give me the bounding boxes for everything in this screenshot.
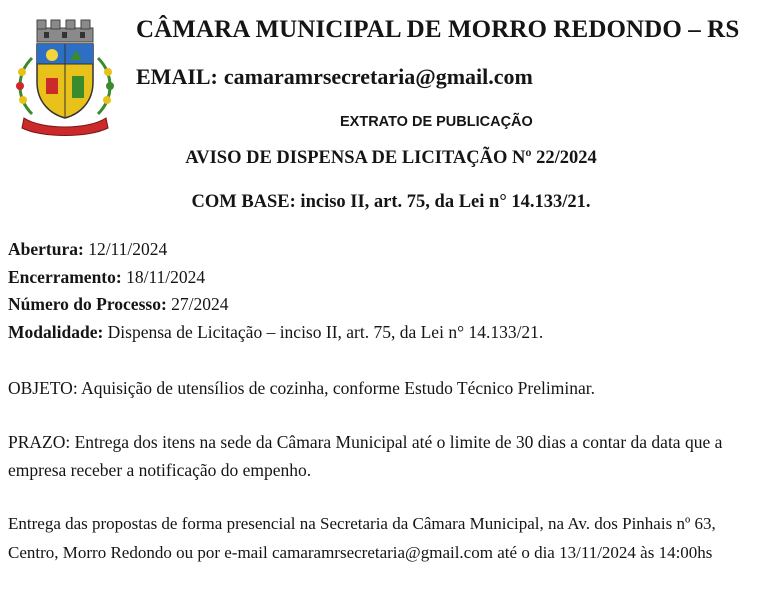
proposals-text-2: até o dia 13/11/2024 às 14:00hs — [497, 543, 713, 562]
deadline-paragraph: PRAZO: Entrega dos itens na sede da Câmara Municipal até o limite de 30 dias a contar da data que a empresa receber a notificação do empenho. — [8, 432, 723, 480]
field-label: Modalidade: — [8, 321, 104, 342]
field-value: 18/11/2024 — [126, 266, 206, 287]
chamber-email — [136, 64, 533, 90]
proposals-email[interactable]: camaramrsecretaria@gmail.com — [272, 543, 493, 562]
field-label: Encerramento: — [8, 266, 122, 287]
ribbon-icon — [22, 118, 108, 136]
extract-title: EXTRATO DE PUBLICAÇÃO — [340, 114, 533, 130]
municipal-crest-logo — [10, 18, 120, 136]
notice-fields — [8, 236, 543, 346]
email-address[interactable]: camaramrsecretaria@gmail.com — [223, 64, 533, 89]
field-value: 12/11/2024 — [88, 239, 168, 259]
notice-title: AVISO DE DISPENSA DE LICITAÇÃO Nº 22/2024 — [185, 148, 597, 168]
crown-icon — [37, 20, 93, 42]
chamber-title: CÂMARA MUNICIPAL DE MORRO REDONDO – RS — [136, 16, 740, 43]
proposals-text-1: Entrega das propostas de forma presencial na Secretaria da Câmara Municipal, na Av. dos Pinhais nº 63, Centro, Morro Redondo ou por e-mail — [8, 514, 716, 562]
email-label: EMAIL: — [136, 64, 218, 89]
legal-basis: COM BASE: inciso II, art. 75, da Lei n° 14.133/21. — [191, 192, 591, 212]
field-modality — [8, 319, 543, 347]
field-process-number — [8, 291, 543, 319]
field-value: Dispensa de Licitação – inciso II, art. 75, da Lei n° 14.133/21. — [107, 321, 544, 342]
proposals-paragraph — [8, 510, 768, 568]
object-paragraph: OBJETO: Aquisição de utensílios de cozinha, conforme Estudo Técnico Preliminar. — [8, 378, 595, 398]
field-closing — [8, 264, 543, 292]
field-value: 27/2024 — [171, 294, 229, 314]
field-label: Abertura: — [8, 239, 84, 259]
field-label: Número do Processo: — [8, 294, 167, 314]
shield-icon — [37, 44, 93, 118]
field-opening — [8, 236, 543, 264]
